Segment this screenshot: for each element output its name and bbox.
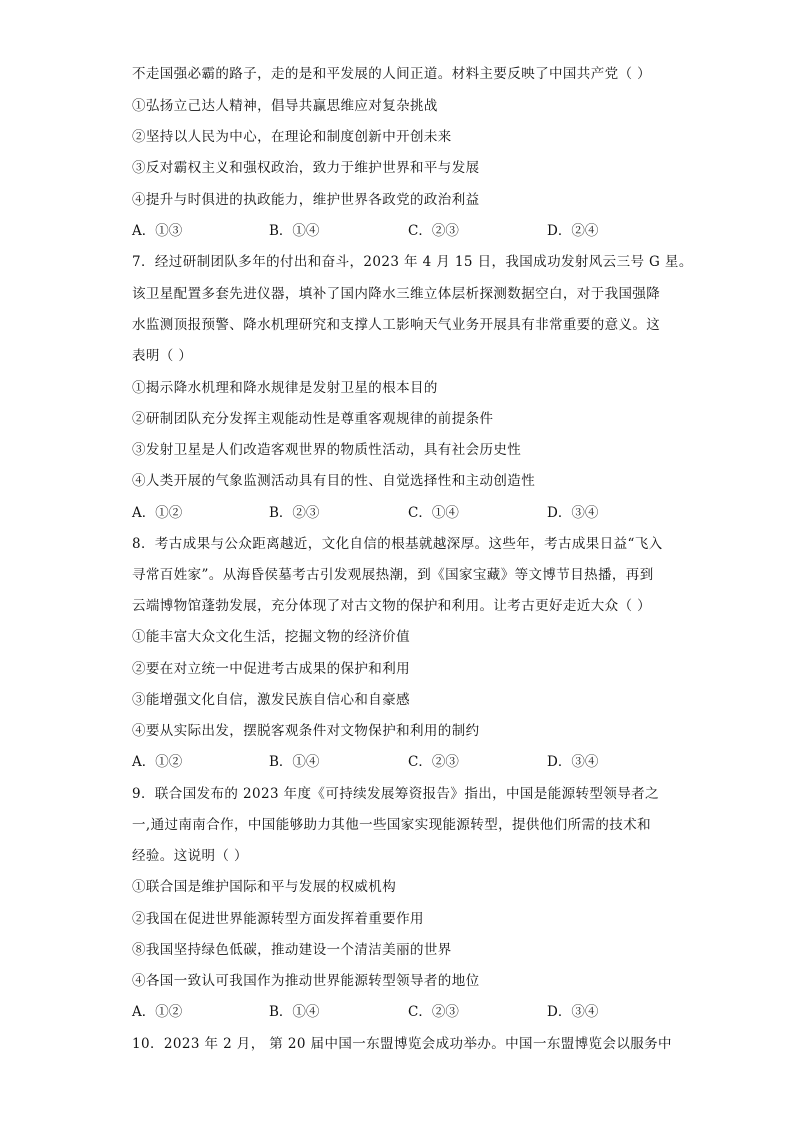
q9-item-4: ④各国一致认可我国作为推动世界能源转型领导者的地位 — [132, 973, 480, 989]
q7-stem-line-1: 7．经过研制团队多年的付出和奋斗，2023 年 4 月 15 日，我国成功发射风云三号 G 星。 — [132, 254, 693, 270]
q7-option-b[interactable]: B．②③ — [269, 505, 320, 521]
q6-stem-tail: 不走国强必霸的路子，走的是和平发展的人间正道。材料主要反映了中国共产党（ ） — [132, 66, 651, 82]
q8-stem-line-2: 寻常百姓家”。从海昏侯墓考古引发观展热潮，到《国家宝藏》等文博节目热播，再到 — [132, 567, 654, 583]
q7-stem-line-2: 该卫星配置多套先进仪器，填补了国内降水三维立体层析探测数据空白，对于我国强降 — [132, 286, 661, 302]
q6-item-2: ②坚持以人民为中心，在理论和制度创新中开创未来 — [132, 129, 452, 145]
q8-option-a[interactable]: A．①② — [132, 754, 183, 770]
q8-option-c[interactable]: C．②③ — [408, 754, 459, 770]
q7-option-c[interactable]: C．①④ — [408, 505, 459, 521]
q9-item-1: ①联合国是维护国际和平与发展的权威机构 — [132, 879, 397, 895]
q10-stem-line-1: 10．2023 年 2 月， 第 20 届中国一东盟博览会成功举办。中国一东盟博览会以服务中 — [132, 1036, 672, 1052]
q9-stem-line-2: 一,通过南南合作，中国能够助力其他一些国家实现能源转型，提供他们所需的技术和 — [132, 817, 651, 833]
q9-stem-line-1: 9．联合国发布的 2023 年度《可持续发展筹资报告》指出，中国是能源转型领导者之 — [132, 786, 659, 802]
q6-option-d[interactable]: D．②④ — [547, 223, 599, 239]
q6-option-a[interactable]: A．①③ — [132, 223, 183, 239]
q7-option-a[interactable]: A．①② — [132, 505, 183, 521]
q8-item-1: ①能丰富大众文化生活，挖掘文物的经济价值 — [132, 629, 410, 645]
q6-item-4: ④提升与时俱进的执政能力，维护世界各政党的政治利益 — [132, 192, 480, 208]
q7-stem-line-4: 表明（ ） — [132, 348, 193, 364]
q8-item-2: ②要在对立统一中促进考古成果的保护和利用 — [132, 661, 410, 677]
q9-item-2: ②我国在促进世界能源转型方面发挥着重要作用 — [132, 911, 424, 927]
q6-item-1: ①弘扬立己达人精神，倡导共赢思维应对复杂挑战 — [132, 98, 438, 114]
q8-option-d[interactable]: D．③④ — [547, 754, 599, 770]
q6-option-b[interactable]: B．①④ — [269, 223, 320, 239]
q9-option-c[interactable]: C．②③ — [408, 1004, 459, 1020]
q8-stem-line-3: 云端博物馆蓬勃发展，充分体现了对古文物的保护和利用。让考古更好走近大众（ ） — [132, 598, 651, 614]
q7-item-2: ②研制团队充分发挥主观能动性是尊重客观规律的前提条件 — [132, 411, 494, 427]
q6-option-c[interactable]: C．②③ — [408, 223, 459, 239]
q7-item-1: ①揭示降水机理和降水规律是发射卫星的根本目的 — [132, 380, 438, 396]
q6-item-3: ③反对霸权主义和强权政治，致力于维护世界和平与发展 — [132, 160, 480, 176]
q8-item-3: ③能增强文化自信，激发民族自信心和自豪感 — [132, 692, 410, 708]
q7-option-d[interactable]: D．③④ — [547, 505, 599, 521]
q7-stem-line-3: 水监测顶报预警、降水机理研究和支撑人工影响天气业务开展具有非常重要的意义。这 — [132, 317, 661, 333]
q8-stem-line-1: 8．考古成果与公众距离越近，文化自信的根基就越深厚。这些年，考古成果日益“飞入 — [132, 536, 663, 552]
q9-item-3: ⑧我国坚持绿色低碳，推动建设一个清洁美丽的世界 — [132, 942, 452, 958]
q8-item-4: ④要从实际出发，摆脱客观条件对文物保护和利用的制约 — [132, 723, 480, 739]
q9-stem-line-3: 经验。这说明（ ） — [132, 848, 248, 864]
q7-item-4: ④人类开展的气象监测活动具有目的性、自觉选择性和主动创造性 — [132, 473, 536, 489]
q8-option-b[interactable]: B．①④ — [269, 754, 320, 770]
q9-option-b[interactable]: B．①④ — [269, 1004, 320, 1020]
q9-option-d[interactable]: D．③④ — [547, 1004, 599, 1020]
q9-option-a[interactable]: A．①② — [132, 1004, 183, 1020]
q7-item-3: ③发射卫星是人们改造客观世界的物质性活动，具有社会历史性 — [132, 442, 522, 458]
